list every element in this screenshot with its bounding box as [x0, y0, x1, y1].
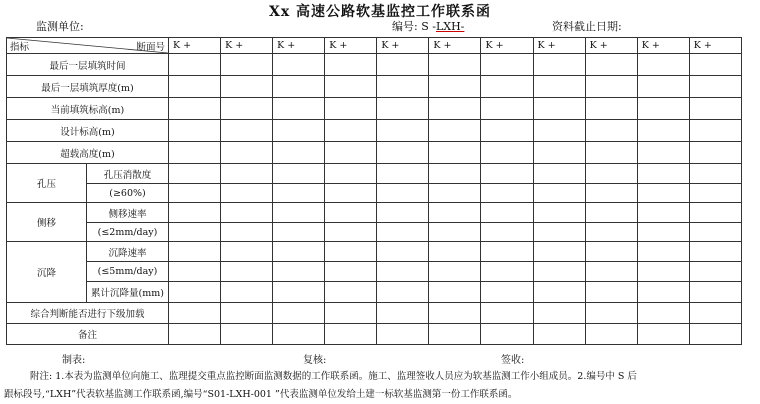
- data-cell: [637, 242, 689, 262]
- data-cell: [481, 324, 533, 345]
- data-cell: [585, 303, 637, 324]
- data-cell: [221, 262, 273, 282]
- row-surcharge-height: [7, 142, 742, 164]
- data-cell: [689, 223, 741, 242]
- data-cell: [325, 164, 377, 184]
- data-cell: [273, 282, 325, 303]
- data-cell: [689, 76, 741, 98]
- row-label: 当前填筑标高(m): [7, 98, 169, 120]
- data-cell: [429, 76, 481, 98]
- data-cell: [533, 120, 585, 142]
- lateral-displacement-group-label: 侧移: [7, 203, 87, 242]
- data-cell: [637, 142, 689, 164]
- data-cell: [689, 54, 741, 76]
- data-cell: [585, 324, 637, 345]
- data-cell: [585, 282, 637, 303]
- row-settlement-2: [7, 262, 742, 282]
- data-cell: [689, 324, 741, 345]
- data-cell: [637, 324, 689, 345]
- form-title: Xx 高速公路软基监控工作联系函: [268, 4, 492, 20]
- footnote: [4, 368, 742, 404]
- row-last-fill-thickness: [7, 76, 742, 98]
- row-label: 侧移速率: [87, 203, 169, 223]
- row-label: 最后一层填筑厚度(m): [7, 76, 169, 98]
- data-cell: [429, 303, 481, 324]
- row-lateral-2: [7, 223, 742, 242]
- data-cell: [377, 282, 429, 303]
- data-cell: [169, 98, 221, 120]
- data-cell: [533, 303, 585, 324]
- data-cell: [221, 120, 273, 142]
- data-cell: [273, 324, 325, 345]
- data-cell: [377, 303, 429, 324]
- data-cell: [429, 203, 481, 223]
- data-cell: [533, 282, 585, 303]
- data-cell: [169, 262, 221, 282]
- row-label: (≤2mm/day): [87, 223, 169, 242]
- row-settlement-1: [7, 242, 742, 262]
- data-cell: [273, 203, 325, 223]
- data-cell: [585, 262, 637, 282]
- data-cell: [221, 203, 273, 223]
- row-last-fill-time: [7, 54, 742, 76]
- data-cell: [481, 142, 533, 164]
- data-cell: [273, 262, 325, 282]
- data-cell: [689, 242, 741, 262]
- data-cell: [273, 76, 325, 98]
- data-cell: [481, 76, 533, 98]
- corner-cell: [7, 38, 169, 54]
- row-label: 沉降速率: [87, 242, 169, 262]
- data-cell: [637, 98, 689, 120]
- data-cell: [273, 120, 325, 142]
- data-cell: [429, 282, 481, 303]
- section-header-cell: K +: [585, 38, 637, 54]
- data-cell: [169, 142, 221, 164]
- data-cell: [481, 282, 533, 303]
- header-row: [7, 38, 742, 54]
- data-cell: [585, 164, 637, 184]
- section-header-cell: K +: [429, 38, 481, 54]
- row-label: 最后一层填筑时间: [7, 54, 169, 76]
- form-number-code: LXH-: [435, 20, 465, 33]
- data-cell: [585, 54, 637, 76]
- data-cell: [533, 54, 585, 76]
- data-cell: [481, 54, 533, 76]
- data-cell: [377, 203, 429, 223]
- section-header-cell: K +: [325, 38, 377, 54]
- data-cell: [637, 184, 689, 203]
- pore-pressure-group-label: 孔压: [7, 164, 87, 203]
- data-cell: [689, 120, 741, 142]
- data-cell: [429, 262, 481, 282]
- data-cell: [637, 303, 689, 324]
- data-cell: [169, 120, 221, 142]
- data-cell: [481, 242, 533, 262]
- data-cell: [377, 223, 429, 242]
- data-cell: [169, 324, 221, 345]
- row-design-elevation: [7, 120, 742, 142]
- data-cell: [481, 203, 533, 223]
- data-cell: [585, 120, 637, 142]
- data-cell: [429, 223, 481, 242]
- data-cell: [637, 282, 689, 303]
- data-cell: [481, 223, 533, 242]
- data-cell: [325, 98, 377, 120]
- data-cell: [221, 303, 273, 324]
- data-cell: [273, 98, 325, 120]
- section-header-cell: K +: [689, 38, 741, 54]
- data-cell: [221, 98, 273, 120]
- reviewed-by-label: 复核:: [303, 355, 327, 366]
- data-cutoff-date-label: 资料截止日期:: [552, 20, 622, 33]
- row-pore-pressure-1: [7, 164, 742, 184]
- data-cell: [533, 164, 585, 184]
- data-cell: [533, 142, 585, 164]
- data-cell: [637, 76, 689, 98]
- monitoring-unit-label: 监测单位:: [36, 20, 84, 33]
- corner-section-label: 断面号: [136, 42, 165, 53]
- data-cell: [533, 242, 585, 262]
- row-lateral-1: [7, 203, 742, 223]
- data-cell: [325, 54, 377, 76]
- data-cell: [689, 203, 741, 223]
- section-header-cell: K +: [273, 38, 325, 54]
- row-settlement-3: [7, 282, 742, 303]
- data-cell: [377, 98, 429, 120]
- data-cell: [429, 242, 481, 262]
- data-cell: [221, 223, 273, 242]
- data-cell: [429, 142, 481, 164]
- data-cell: [325, 262, 377, 282]
- data-cell: [689, 164, 741, 184]
- data-cell: [533, 223, 585, 242]
- data-cell: [221, 142, 273, 164]
- data-cell: [637, 262, 689, 282]
- data-cell: [585, 98, 637, 120]
- section-header-cell: K +: [481, 38, 533, 54]
- section-header-cell: K +: [221, 38, 273, 54]
- section-header-cell: K +: [377, 38, 429, 54]
- data-cell: [325, 184, 377, 203]
- data-cell: [429, 324, 481, 345]
- data-cell: [377, 54, 429, 76]
- row-label: (≤5mm/day): [87, 262, 169, 282]
- data-cell: [689, 303, 741, 324]
- data-cell: [377, 324, 429, 345]
- settlement-group-label: 沉降: [7, 242, 87, 303]
- row-judgement: [7, 303, 742, 324]
- row-label: 累计沉降量(mm): [87, 282, 169, 303]
- data-cell: [585, 76, 637, 98]
- data-cell: [325, 203, 377, 223]
- data-cell: [377, 120, 429, 142]
- data-cell: [585, 184, 637, 203]
- data-cell: [325, 282, 377, 303]
- row-pore-pressure-2: [7, 184, 742, 203]
- data-cell: [273, 303, 325, 324]
- data-cell: [221, 324, 273, 345]
- section-header-cell: K +: [637, 38, 689, 54]
- data-cell: [481, 262, 533, 282]
- data-cell: [221, 76, 273, 98]
- received-by-label: 签收:: [501, 355, 525, 366]
- data-cell: [325, 223, 377, 242]
- data-cell: [273, 242, 325, 262]
- row-label: 设计标高(m): [7, 120, 169, 142]
- data-cell: [533, 324, 585, 345]
- data-cell: [689, 98, 741, 120]
- data-cell: [429, 164, 481, 184]
- data-cell: [169, 54, 221, 76]
- data-cell: [221, 54, 273, 76]
- data-cell: [377, 262, 429, 282]
- data-cell: [429, 54, 481, 76]
- data-cell: [273, 142, 325, 164]
- data-cell: [169, 303, 221, 324]
- data-cell: [637, 223, 689, 242]
- data-cell: [585, 142, 637, 164]
- row-label: 备注: [7, 324, 169, 345]
- form-number-prefix: 编号: S -: [392, 20, 436, 33]
- data-cell: [169, 76, 221, 98]
- data-cell: [637, 203, 689, 223]
- data-cell: [169, 282, 221, 303]
- data-cell: [689, 282, 741, 303]
- row-current-elevation: [7, 98, 742, 120]
- section-header-cell: K +: [533, 38, 585, 54]
- row-label: (≥60%): [87, 184, 169, 203]
- data-cell: [533, 184, 585, 203]
- data-cell: [585, 223, 637, 242]
- data-cell: [637, 54, 689, 76]
- data-cell: [169, 223, 221, 242]
- data-cell: [325, 242, 377, 262]
- data-cell: [689, 142, 741, 164]
- data-cell: [377, 76, 429, 98]
- data-cell: [585, 203, 637, 223]
- data-cell: [637, 120, 689, 142]
- data-cell: [689, 184, 741, 203]
- data-cell: [377, 142, 429, 164]
- data-cell: [429, 184, 481, 203]
- data-cell: [481, 164, 533, 184]
- row-label: 综合判断能否进行下级加载: [7, 303, 169, 324]
- data-cell: [325, 142, 377, 164]
- data-cell: [481, 98, 533, 120]
- data-cell: [377, 184, 429, 203]
- data-cell: [221, 282, 273, 303]
- data-cell: [221, 164, 273, 184]
- data-cell: [169, 203, 221, 223]
- data-cell: [689, 262, 741, 282]
- data-cell: [481, 184, 533, 203]
- data-cell: [273, 184, 325, 203]
- data-cell: [169, 164, 221, 184]
- corner-indicator-label: 指标: [10, 42, 30, 53]
- data-cell: [429, 120, 481, 142]
- data-cell: [325, 303, 377, 324]
- footnote-line-1: 附注: 1.本表为监测单位向施工、监理提交重点监控断面监测数据的工作联系函。施工、监理签收人员应为软基监测工作小组成员。2.编号中 S 后: [30, 371, 637, 382]
- data-cell: [221, 184, 273, 203]
- monitoring-table: [6, 37, 742, 345]
- data-cell: [169, 242, 221, 262]
- data-cell: [533, 262, 585, 282]
- data-cell: [325, 324, 377, 345]
- data-cell: [273, 164, 325, 184]
- data-cell: [533, 98, 585, 120]
- data-cell: [429, 98, 481, 120]
- data-cell: [481, 303, 533, 324]
- row-remarks: [7, 324, 742, 345]
- form-number-label: [392, 18, 464, 34]
- data-cell: [273, 223, 325, 242]
- section-header-cell: K +: [169, 38, 221, 54]
- data-cell: [325, 120, 377, 142]
- data-cell: [481, 120, 533, 142]
- data-cell: [377, 164, 429, 184]
- data-cell: [221, 242, 273, 262]
- footnote-line-2: 跟标段号,“LXH”代表软基监测工作联系函,编号“S01-LXH-001 ”代表监测单位发给土建一标软基监测第一份工作联系函。: [4, 389, 518, 400]
- data-cell: [325, 76, 377, 98]
- data-cell: [533, 203, 585, 223]
- row-label: 孔压消散度: [87, 164, 169, 184]
- row-label: 超载高度(m): [7, 142, 169, 164]
- data-cell: [273, 54, 325, 76]
- data-cell: [533, 76, 585, 98]
- data-cell: [637, 164, 689, 184]
- data-cell: [377, 242, 429, 262]
- data-cell: [585, 242, 637, 262]
- prepared-by-label: 制表:: [62, 355, 86, 366]
- data-cell: [169, 184, 221, 203]
